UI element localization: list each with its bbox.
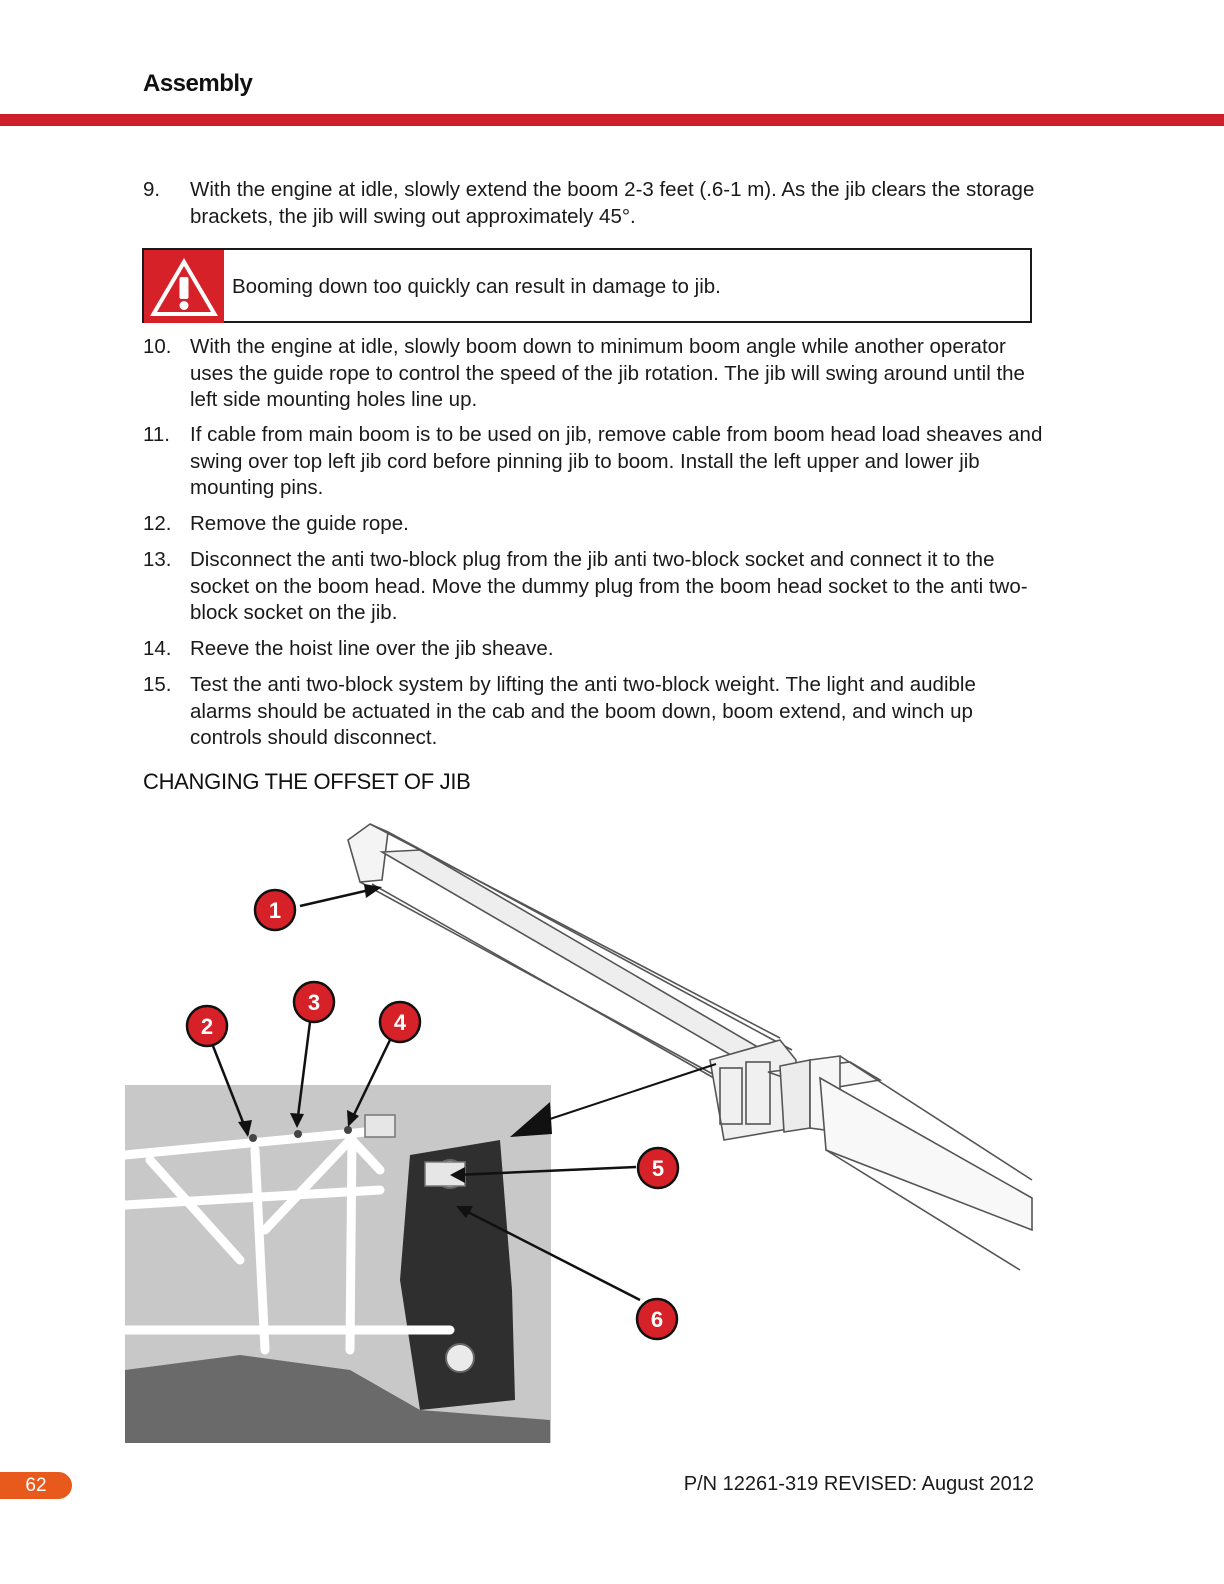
list-item — [143, 672, 1043, 752]
subheading: CHANGING THE OFFSET OF JIB — [143, 769, 471, 794]
callout-2 — [187, 1006, 227, 1046]
callout-label: 3 — [307, 990, 321, 1015]
step-number: 11. — [143, 423, 170, 446]
jib-offset-figure — [120, 810, 1040, 1450]
step-number: 9. — [143, 178, 161, 201]
step-number: 15. — [143, 673, 172, 696]
callout-3 — [294, 982, 334, 1022]
list-item — [143, 177, 1043, 230]
callout-label: 4 — [393, 1010, 407, 1035]
page-number: 62 — [0, 1472, 72, 1499]
step-number: 13. — [143, 548, 172, 571]
callout-5 — [638, 1148, 678, 1188]
warning-callout — [142, 248, 1032, 323]
callout-6 — [637, 1299, 677, 1339]
part-number: P/N 12261-319 REVISED: August 2012 — [683, 1473, 1034, 1495]
step-text: With the engine at idle, slowly boom down to minimum boom angle while another operator uses the guide rope to control the speed of the jib rotation. The jib will swing around until the left side mounting holes line up. — [190, 335, 1025, 411]
list-item — [143, 547, 1043, 627]
list-item — [143, 422, 1043, 502]
step-text: Reeve the hoist line over the jib sheave. — [190, 637, 554, 660]
warning-text: Booming down too quickly can result in damage to jib. — [232, 275, 721, 298]
step-text: Test the anti two-block system by lifting the anti two-block weight. The light and audible alarms should be actuated in the cab and the boom down, boom extend, and winch up controls should disconnect. — [190, 673, 976, 749]
list-item — [143, 334, 1043, 414]
step-text: With the engine at idle, slowly extend the boom 2-3 feet (.6-1 m). As the jib clears the storage brackets, the jib will swing out approximately 45°. — [190, 178, 1035, 228]
callout-label: 5 — [651, 1156, 665, 1181]
callout-label: 2 — [200, 1014, 214, 1039]
section-title: Assembly — [143, 70, 253, 97]
callout-1 — [255, 890, 295, 930]
list-item — [143, 511, 1043, 538]
step-text: Disconnect the anti two-block plug from the jib anti two-block socket and connect it to the socket on the boom head. Move the dummy plug from the boom head socket to the anti two-block socket on the jib. — [190, 548, 1028, 624]
warning-triangle-icon — [144, 250, 224, 323]
callout-label: 6 — [650, 1307, 664, 1332]
step-number: 10. — [143, 335, 172, 358]
inset-photo — [125, 1085, 551, 1443]
step-number: 12. — [143, 512, 172, 535]
step-text: If cable from main boom is to be used on jib, remove cable from boom head load sheaves and swing over top left jib cord before pinning jib to boom. Install the left upper and lower jib mounting pins. — [190, 423, 1043, 499]
callout-label: 1 — [268, 898, 282, 923]
callout-4 — [380, 1002, 420, 1042]
header-rule — [0, 114, 1224, 126]
step-text: Remove the guide rope. — [190, 512, 409, 535]
list-item — [143, 636, 1043, 663]
step-number: 14. — [143, 637, 172, 660]
